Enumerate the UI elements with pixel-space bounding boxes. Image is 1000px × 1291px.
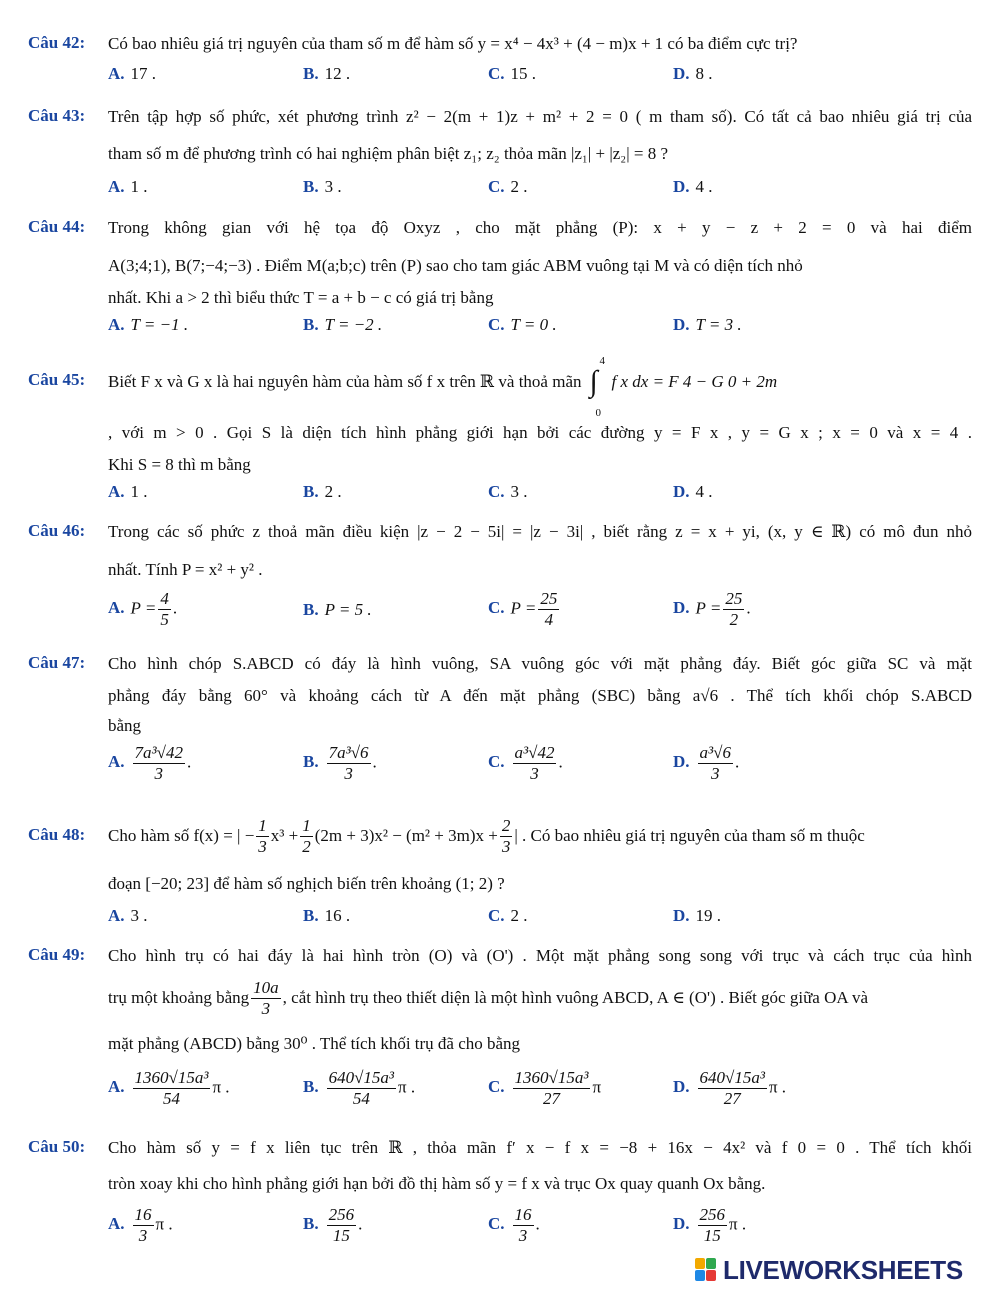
option-a[interactable] — [108, 481, 148, 503]
option-prefix: P = — [695, 598, 722, 618]
question-text: đoạn [−20; 23] để hàm số nghịch biến trên khoảng (1; 2) ? — [108, 874, 505, 893]
option-value: P = 5 . — [324, 600, 372, 619]
fraction-numerator: 1360√15a³ — [134, 1068, 209, 1087]
fraction-denominator: 2 — [729, 610, 739, 629]
fraction-denominator: 4 — [544, 610, 554, 629]
question-text: Trong các số phức z thoả mãn điều kiện |z − 2 − 5i| = |z − 3i| , biết rằng z = x + yi, (x, y ∈ ℝ) có mô đun nhỏ — [108, 522, 972, 541]
option-b[interactable] — [303, 1068, 415, 1109]
fraction-numerator: a³√42 — [514, 743, 555, 762]
fraction — [256, 816, 269, 857]
fraction-numerator: 16 — [514, 1205, 532, 1224]
option-value: T = −1 . — [130, 315, 189, 334]
option-d[interactable] — [673, 176, 713, 198]
option-c[interactable] — [488, 63, 536, 85]
option-key: A. — [108, 177, 125, 196]
option-c[interactable] — [488, 314, 557, 336]
fraction-denominator: 54 — [352, 1089, 370, 1108]
fraction-numerator: 1 — [302, 815, 311, 835]
question-label: Câu 44: — [28, 217, 86, 236]
question-text: | . Có bao nhiêu giá trị nguyên của tham số m thuộc — [514, 826, 865, 845]
option-c[interactable] — [488, 1068, 601, 1109]
question-label: Câu 46: — [28, 521, 86, 540]
question-label: Câu 49: — [28, 945, 86, 964]
option-a[interactable] — [108, 63, 156, 85]
fraction-numerator: 256 — [699, 1205, 726, 1224]
fraction-denominator: 2 — [302, 836, 311, 856]
option-value: 4 . — [695, 482, 713, 501]
option-suffix: π . — [398, 1077, 416, 1097]
option-key: C. — [488, 315, 505, 334]
option-suffix: . — [558, 752, 563, 772]
option-suffix: π . — [212, 1077, 230, 1097]
question-text: phẳng đáy bằng 60° và khoảng cách từ A đến mặt phẳng (SBC) bằng a√6 . Thể tích khối chóp S.ABCD — [108, 686, 972, 705]
option-key: C. — [488, 906, 505, 925]
option-key: C. — [488, 1214, 505, 1234]
question-label: Câu 48: — [28, 825, 86, 844]
option-d[interactable] — [673, 1205, 746, 1246]
option-b[interactable] — [303, 1205, 362, 1246]
option-key: D. — [673, 315, 690, 334]
question-line — [108, 975, 868, 1021]
option-fraction — [723, 589, 744, 630]
fraction-denominator: 15 — [332, 1226, 350, 1245]
fraction-denominator: 5 — [160, 610, 169, 629]
fraction-numerator: a³√6 — [699, 743, 731, 762]
option-suffix: . — [172, 598, 178, 618]
option-value: 2 . — [324, 482, 342, 501]
option-value: 17 . — [130, 64, 157, 83]
option-key: C. — [488, 64, 505, 83]
option-value: 3 . — [324, 177, 342, 196]
option-suffix: . — [746, 598, 751, 618]
option-b[interactable] — [303, 314, 382, 336]
fraction-denominator: 54 — [163, 1089, 180, 1108]
option-suffix: π . — [729, 1214, 747, 1234]
option-fraction — [513, 1205, 534, 1246]
question-text: (2m + 3)x² − (m² + 3m)x + — [314, 826, 498, 845]
fraction-denominator: 3 — [261, 998, 271, 1018]
fraction-numerator: 16 — [134, 1205, 152, 1224]
option-prefix: P = — [130, 598, 157, 618]
option-fraction — [513, 743, 557, 784]
fraction-denominator: 3 — [711, 764, 720, 783]
option-a[interactable] — [108, 905, 148, 927]
question-text: x³ + — [270, 826, 299, 845]
option-fraction — [327, 1068, 396, 1109]
option-d[interactable] — [673, 589, 751, 630]
fraction-denominator: 3 — [258, 836, 267, 856]
option-c[interactable] — [488, 743, 563, 784]
question-text: Trên tập hợp số phức, xét phương trình z² − 2(m + 1)z + m² + 2 = 0 ( m tham số). Có tất cả bao nhiêu giá trị của — [108, 107, 972, 126]
option-suffix: π — [592, 1077, 602, 1097]
option-c[interactable] — [488, 1205, 540, 1246]
option-suffix: . — [186, 752, 192, 772]
liveworksheets-logo — [695, 1255, 963, 1285]
question-text: trụ một khoảng bằng — [108, 988, 250, 1007]
fraction-denominator: 27 — [543, 1089, 560, 1108]
option-key: D. — [673, 752, 690, 772]
question-label: Câu 50: — [28, 1137, 86, 1156]
option-key: A. — [108, 752, 125, 772]
logo-mark-tile — [695, 1270, 705, 1281]
option-fraction — [158, 589, 171, 630]
option-value: 3 . — [130, 906, 148, 925]
option-b[interactable] — [303, 63, 350, 85]
option-suffix: . — [734, 752, 740, 772]
option-value: T = 0 . — [510, 315, 557, 334]
question-text: Khi S = 8 thì m bằng — [108, 455, 251, 474]
option-c[interactable] — [488, 589, 561, 630]
integral-lower-limit: 0 — [595, 407, 601, 419]
option-suffix: . — [535, 1214, 540, 1234]
option-key: C. — [488, 598, 505, 618]
question-text: Biết F x và G x là hai nguyên hàm của hàm số f x trên ℝ và thoả mãn — [108, 372, 582, 391]
question-label: Câu 47: — [28, 653, 86, 672]
fraction-numerator: 640√15a³ — [328, 1068, 395, 1087]
logo-mark-icon — [695, 1258, 717, 1282]
option-b[interactable] — [303, 599, 372, 621]
logo-mark-tile — [706, 1258, 716, 1269]
option-a[interactable] — [108, 314, 188, 336]
option-value: T = 3 . — [695, 315, 742, 334]
option-value: 2 . — [510, 177, 528, 196]
option-key: A. — [108, 64, 125, 83]
option-key: B. — [303, 177, 319, 196]
option-key: A. — [108, 906, 125, 925]
option-key: B. — [303, 1214, 319, 1234]
option-key: C. — [488, 482, 505, 501]
fraction-denominator: 3 — [518, 1226, 528, 1245]
option-key: B. — [303, 482, 319, 501]
fraction-numerator: 2 — [501, 815, 511, 835]
option-b[interactable] — [303, 481, 342, 503]
question-label: Câu 42: — [28, 33, 86, 52]
option-c[interactable] — [488, 481, 528, 503]
option-value: 4 . — [695, 177, 713, 196]
option-fraction — [133, 1205, 154, 1246]
option-key: A. — [108, 482, 125, 501]
question-text: nhất. Khi a > 2 thì biểu thức T = a + b − c có giá trị bằng — [108, 288, 494, 307]
fraction-numerator: 10a — [253, 977, 279, 997]
fraction-numerator: 25 — [725, 589, 743, 608]
option-fraction — [327, 1205, 357, 1246]
fraction-denominator: 3 — [138, 1226, 148, 1245]
option-fraction — [133, 1068, 211, 1109]
option-fraction — [513, 1068, 591, 1109]
option-key: D. — [673, 482, 690, 501]
option-key: B. — [303, 1077, 319, 1097]
option-fraction — [698, 743, 733, 784]
question-label: Câu 45: — [28, 370, 86, 389]
question-text: Trong không gian với hệ tọa độ Oxyz , cho mặt phẳng (P): x + y − z + 2 = 0 và hai điểm — [108, 218, 972, 237]
fraction-numerator: 640√15a³ — [699, 1068, 765, 1087]
option-value: 15 . — [510, 64, 537, 83]
option-key: D. — [673, 598, 690, 618]
question-text: Cho hình chóp S.ABCD có đáy là hình vuông, SA vuông góc với mặt phẳng đáy. Biết góc giữa SC và mặt — [108, 654, 972, 673]
option-key: B. — [303, 752, 319, 772]
option-a[interactable] — [108, 743, 191, 784]
fraction — [300, 816, 313, 857]
option-value: 16 . — [324, 906, 351, 925]
question-label: Câu 43: — [28, 106, 86, 125]
fraction — [500, 816, 513, 857]
option-a[interactable] — [108, 1068, 230, 1109]
question-text: , cắt hình trụ theo thiết diện là một hình vuông ABCD, A ∈ (O') . Biết góc giữa OA và — [282, 988, 868, 1007]
logo-mark-tile — [706, 1270, 716, 1281]
option-key: A. — [108, 1077, 125, 1097]
question-text: Cho hàm số y = f x liên tục trên ℝ , thỏa mãn f′ x − f x = −8 + 16x − 4x² và f 0 = 0 . Thể tích khối — [108, 1138, 972, 1157]
fraction-numerator: 1360√15a³ — [514, 1068, 589, 1087]
option-d[interactable] — [673, 481, 713, 503]
option-b[interactable] — [303, 743, 377, 784]
logo-mark-tile — [695, 1258, 705, 1269]
fraction-numerator: 7a³√6 — [328, 743, 369, 762]
fraction-denominator: 27 — [723, 1089, 741, 1108]
fraction-denominator: 15 — [703, 1226, 721, 1245]
option-fraction — [538, 589, 559, 630]
option-value: 1 . — [130, 482, 148, 501]
option-key: B. — [303, 906, 319, 925]
question-text: f x dx = F 4 − G 0 + 2m — [611, 372, 778, 391]
option-value: 19 . — [695, 906, 722, 925]
question-text: mặt phẳng (ABCD) bằng 30⁰ . Thể tích khối trụ đã cho bằng — [108, 1034, 521, 1053]
question-text: , với m > 0 . Gọi S là diện tích hình phẳng giới hạn bởi các đường y = F x , y = G x ; x = 0 và x = 4 . — [108, 423, 972, 442]
fraction-denominator: 3 — [530, 764, 539, 783]
logo-text: LIVEWORKSHEETS — [723, 1254, 963, 1285]
fraction — [251, 978, 281, 1019]
option-fraction — [698, 1068, 767, 1109]
option-suffix: . — [358, 1214, 363, 1234]
fraction-numerator: 7a³√42 — [134, 743, 183, 762]
option-d[interactable] — [673, 1068, 786, 1109]
option-key: A. — [108, 315, 125, 334]
option-value: 1 . — [130, 177, 148, 196]
question-line — [108, 355, 778, 419]
question-text: bằng — [108, 716, 142, 735]
option-fraction — [133, 743, 185, 784]
fraction-denominator: 3 — [154, 764, 163, 783]
question-text: A(3;4;1), B(7;−4;−3) . Điểm M(a;b;c) trên (P) sao cho tam giác ABM vuông tại M và có diện tích nhỏ — [108, 256, 803, 275]
option-key: A. — [108, 1214, 125, 1234]
question-text: Cho hình trụ có hai đáy là hai hình tròn (O) và (O') . Một mặt phẳng song song với trục và cách trục của hình — [108, 946, 972, 965]
question-line — [108, 813, 865, 859]
option-d[interactable] — [673, 743, 739, 784]
question-text: nhất. Tính P = x² + y² . — [108, 560, 263, 579]
option-fraction — [327, 743, 371, 784]
fraction-denominator: 3 — [344, 764, 353, 783]
option-a[interactable] — [108, 176, 148, 198]
option-b[interactable] — [303, 176, 342, 198]
option-value: 2 . — [510, 906, 528, 925]
option-key: D. — [673, 64, 690, 83]
option-d[interactable] — [673, 905, 721, 927]
option-a[interactable] — [108, 1205, 173, 1246]
option-key: C. — [488, 1077, 505, 1097]
option-key: C. — [488, 752, 505, 772]
option-fraction — [698, 1205, 728, 1246]
option-key: B. — [303, 64, 319, 83]
question-text: Có bao nhiêu giá trị nguyên của tham số m để hàm số y = x⁴ − 4x³ + (4 − m)x + 1 có ba điểm cực trị? — [108, 34, 798, 53]
option-value: T = −2 . — [324, 315, 383, 334]
question-text: tham số m để phương trình có hai nghiệm phân biệt z₁; z₂ thỏa mãn |z₁| + |z₂| = 8 ? — [108, 144, 669, 163]
option-key: B. — [303, 315, 319, 334]
option-a[interactable] — [108, 589, 177, 630]
option-key: D. — [673, 1077, 690, 1097]
option-suffix: π . — [155, 1214, 173, 1234]
fraction-numerator: 1 — [258, 815, 267, 835]
option-key: D. — [673, 1214, 690, 1234]
option-suffix: . — [372, 752, 377, 772]
integral-sign: 4 ∫ 0 — [590, 360, 608, 404]
fraction-denominator: 3 — [501, 836, 511, 856]
option-prefix: P = — [510, 598, 537, 618]
option-value: 3 . — [510, 482, 528, 501]
fraction-numerator: 256 — [328, 1205, 355, 1224]
option-suffix: π . — [768, 1077, 787, 1097]
option-value: 8 . — [695, 64, 713, 83]
option-key: D. — [673, 906, 690, 925]
fraction-numerator: 4 — [160, 589, 169, 608]
option-key: B. — [303, 600, 319, 619]
option-d[interactable] — [673, 314, 742, 336]
option-key: D. — [673, 177, 690, 196]
option-c[interactable] — [488, 905, 528, 927]
option-b[interactable] — [303, 905, 350, 927]
option-c[interactable] — [488, 176, 528, 198]
question-text: tròn xoay khi cho hình phẳng giới hạn bởi đồ thị hàm số y = f x và trục Ox quay quanh Ox bằng. — [108, 1174, 766, 1193]
question-text: Cho hàm số f(x) = | − — [108, 826, 255, 845]
option-d[interactable] — [673, 63, 713, 85]
fraction-numerator: 25 — [540, 589, 558, 608]
option-key: C. — [488, 177, 505, 196]
option-key: A. — [108, 598, 125, 618]
option-value: 12 . — [324, 64, 351, 83]
integral-upper-limit: 4 — [599, 355, 605, 367]
